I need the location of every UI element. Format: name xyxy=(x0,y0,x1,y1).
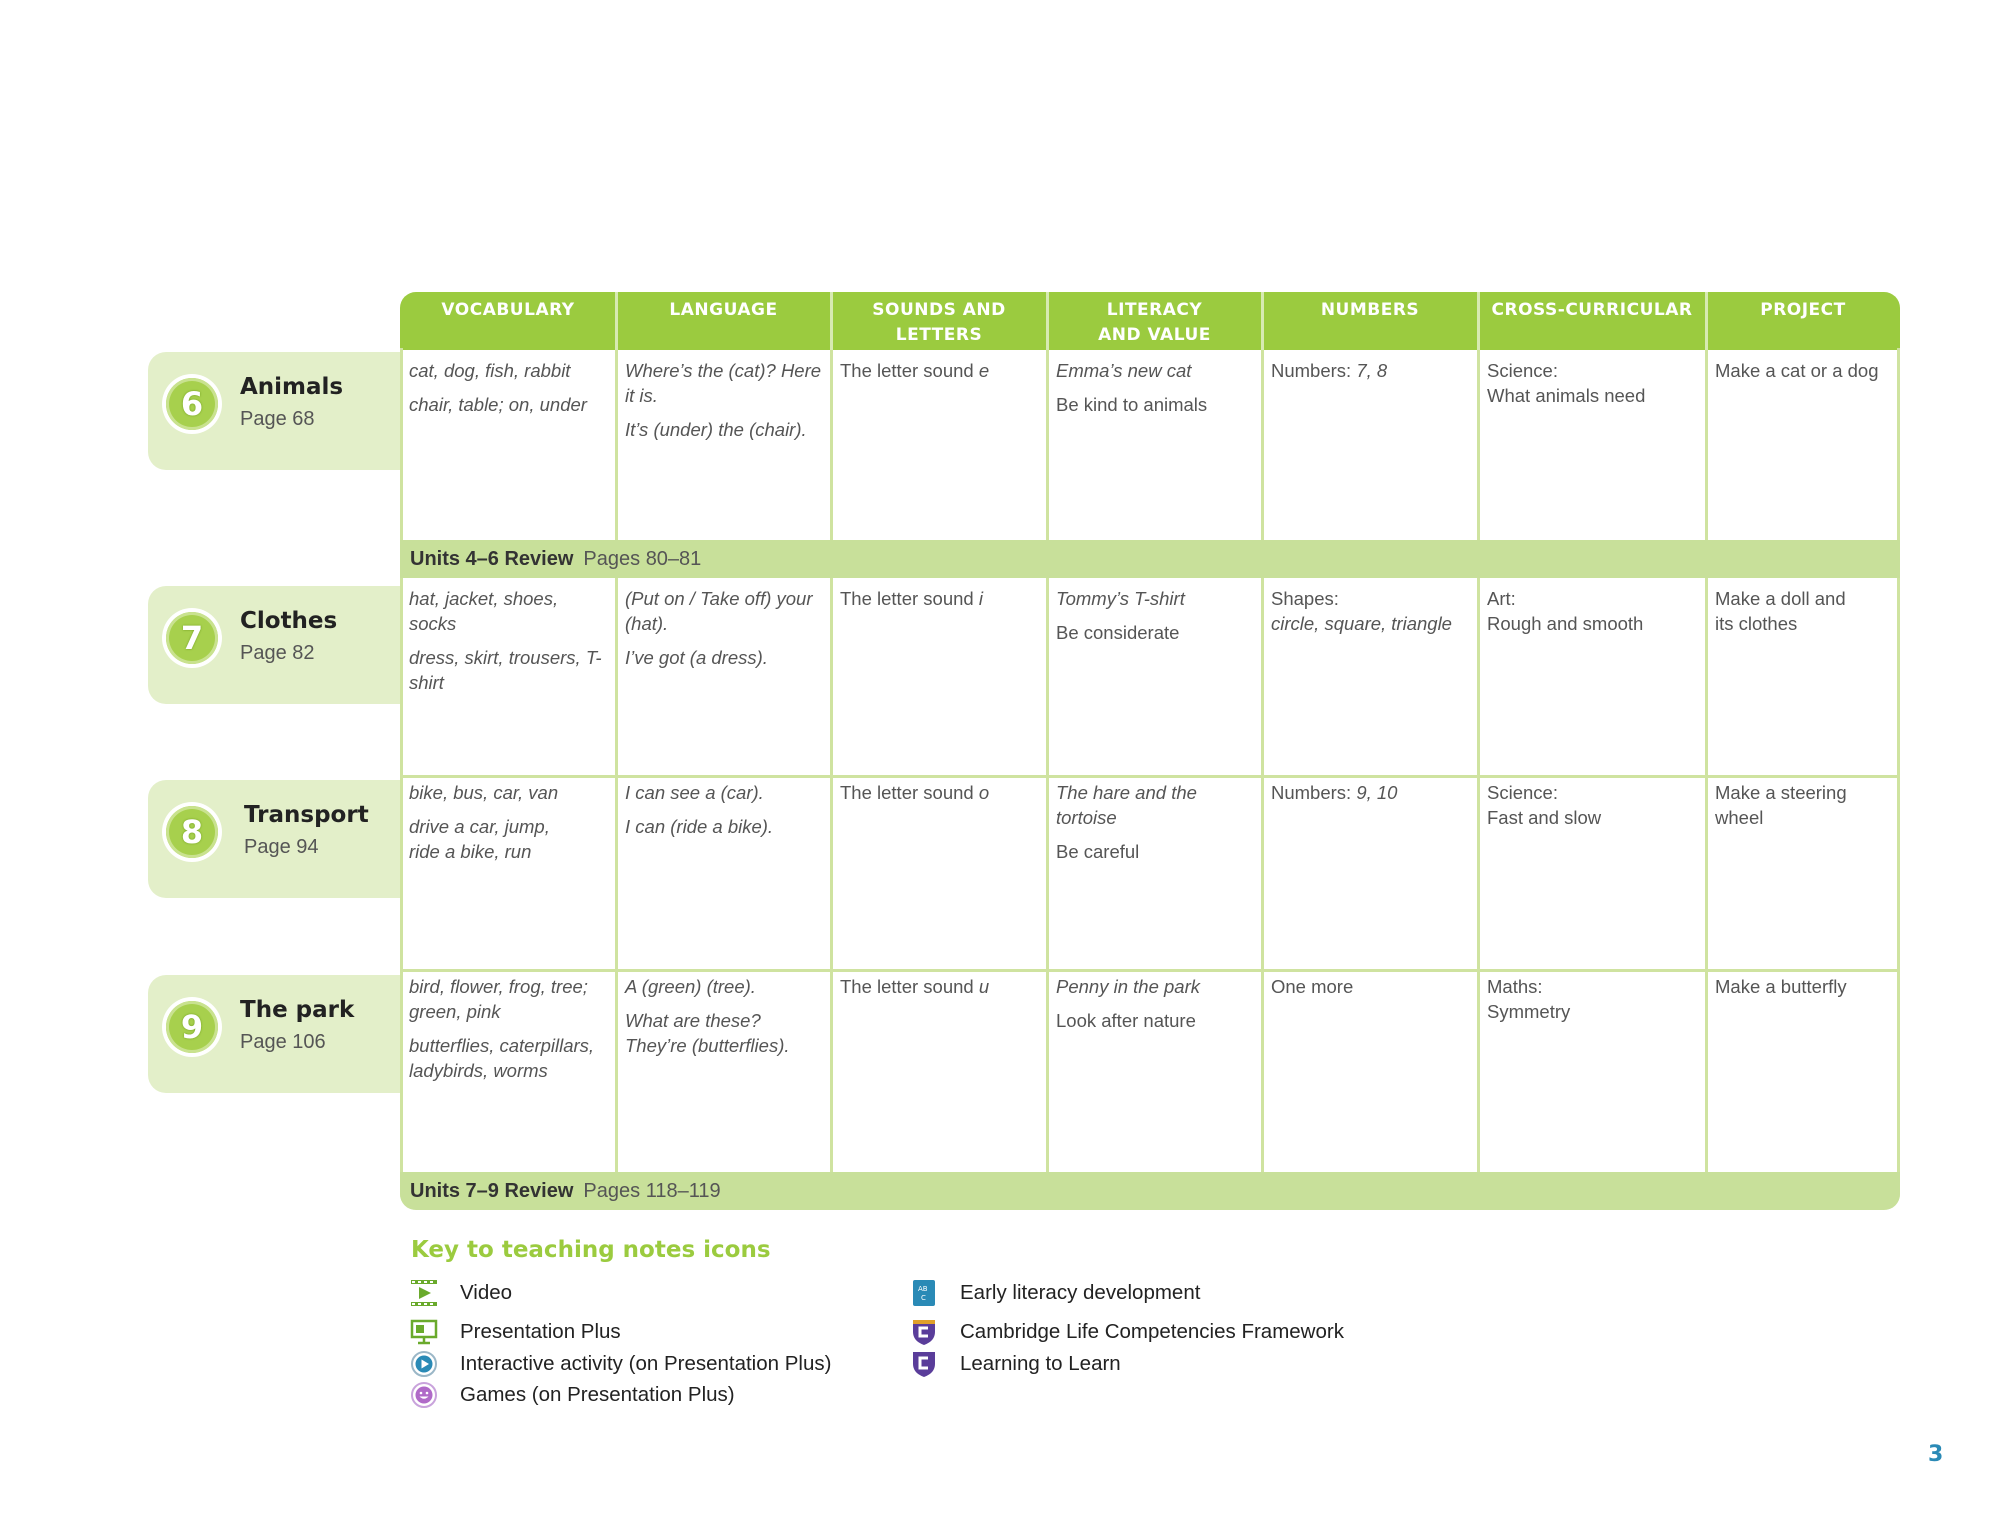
project-cell: Make a cat or a dog xyxy=(1715,360,1879,381)
key-item-presentation-plus: Presentation Plus xyxy=(460,1320,621,1343)
language-cell: Where’s the (cat)? Here it is. It’s (under) the (chair). xyxy=(625,360,822,440)
review-title: Units 4–6 Review xyxy=(410,548,574,570)
literacy-cell: Tommy’s T-shirt Be considerate xyxy=(1056,588,1185,643)
interactive-play-icon xyxy=(410,1350,438,1378)
column-header-literacy: LITERACY AND VALUE xyxy=(1098,300,1211,345)
language-cell: (Put on / Take off) your (hat). I’ve got (a dress). xyxy=(625,588,813,668)
cross-curricular-cell: Maths: Symmetry xyxy=(1487,976,1571,1022)
unit-page: Page 106 xyxy=(240,1031,326,1053)
review-pages: Pages 118–119 xyxy=(583,1180,721,1202)
column-header-sounds: SOUNDS AND LETTERS xyxy=(872,300,1006,345)
vocabulary-cell: bird, flower, frog, tree; green, pink butterflies, caterpillars, ladybirds, worms xyxy=(409,976,595,1081)
cross-curricular-cell: Science: Fast and slow xyxy=(1487,782,1602,828)
numbers-cell: One more xyxy=(1271,976,1354,997)
unit-name: Clothes xyxy=(240,608,338,634)
key-item-interactive-activity: Interactive activity (on Presentation Plus) xyxy=(460,1352,832,1375)
numbers-cell: Numbers: 7, 8 xyxy=(1271,360,1388,381)
unit-tab-6 xyxy=(148,352,400,470)
language-cell: I can see a (car). I can (ride a bike). xyxy=(625,782,774,837)
unit-number-badge: 7 xyxy=(162,608,222,668)
unit-page: Page 68 xyxy=(240,408,315,430)
sounds-cell: The letter sound i xyxy=(840,588,983,609)
vocabulary-cell: hat, jacket, shoes, socks dress, skirt, trousers, T-shirt xyxy=(409,588,602,693)
key-item-games: Games (on Presentation Plus) xyxy=(460,1383,735,1406)
literacy-cell: The hare and the tortoise Be careful xyxy=(1056,782,1197,862)
language-cell: A (green) (tree). What are these? They’re (butterflies). xyxy=(625,976,790,1056)
svg-text:C: C xyxy=(921,1294,926,1302)
sounds-cell: The letter sound e xyxy=(840,360,990,381)
column-header-language: LANGUAGE xyxy=(669,300,778,320)
unit-tab-7 xyxy=(148,586,400,704)
key-item-video: Video xyxy=(460,1281,513,1304)
key-title: Key to teaching notes icons xyxy=(411,1237,771,1263)
abc-book-icon xyxy=(910,1279,938,1307)
review-row xyxy=(400,1172,1900,1210)
review-title: Units 7–9 Review xyxy=(410,1180,574,1202)
syllabus-table xyxy=(400,292,1900,1210)
unit-page: Page 94 xyxy=(244,836,319,858)
numbers-cell: Shapes: circle, square, triangle xyxy=(1271,588,1452,634)
literacy-cell: Emma’s new cat Be kind to animals xyxy=(1056,360,1208,415)
learning-shield-icon xyxy=(910,1350,938,1378)
unit-number-badge: 9 xyxy=(162,997,222,1057)
sounds-cell: The letter sound o xyxy=(840,782,990,803)
column-header-project: PROJECT xyxy=(1760,300,1846,320)
unit-name: Animals xyxy=(240,374,344,400)
unit-tab-8 xyxy=(148,780,400,898)
column-header-numbers: NUMBERS xyxy=(1320,300,1420,320)
unit-name: The park xyxy=(240,997,355,1023)
key-item-learning-to-learn: Learning to Learn xyxy=(960,1352,1121,1375)
key-item-early-literacy: Early literacy development xyxy=(960,1281,1201,1304)
key-item-cambridge-life-competencies: Cambridge Life Competencies Framework xyxy=(960,1320,1344,1343)
column-header-vocabulary: VOCABULARY xyxy=(441,300,575,320)
vocabulary-cell: cat, dog, fish, rabbit chair, table; on, under xyxy=(409,360,587,415)
unit-name: Transport xyxy=(244,802,369,828)
video-icon xyxy=(410,1279,438,1307)
svg-text:AB: AB xyxy=(918,1285,928,1293)
page-number: 3 xyxy=(1928,1442,1944,1467)
review-pages: Pages 80–81 xyxy=(583,548,702,570)
unit-number-badge: 6 xyxy=(162,374,222,434)
unit-number-badge: 8 xyxy=(162,802,222,862)
smiley-icon xyxy=(410,1381,438,1409)
clc-shield-icon xyxy=(910,1318,938,1346)
numbers-cell: Numbers: 9, 10 xyxy=(1271,782,1398,803)
column-header-cross-curricular: CROSS-CURRICULAR xyxy=(1491,300,1693,320)
literacy-cell: Penny in the park Look after nature xyxy=(1056,976,1200,1031)
sounds-cell: The letter sound u xyxy=(840,976,990,997)
unit-page: Page 82 xyxy=(240,642,315,664)
project-cell: Make a butterfly xyxy=(1715,976,1847,997)
project-cell: Make a steering wheel xyxy=(1715,782,1847,828)
unit-tab-9 xyxy=(148,975,400,1093)
cross-curricular-cell: Science: What animals need xyxy=(1487,360,1646,406)
presentation-icon xyxy=(410,1318,438,1346)
project-cell: Make a doll and its clothes xyxy=(1715,588,1846,634)
cross-curricular-cell: Art: Rough and smooth xyxy=(1487,588,1644,634)
vocabulary-cell: bike, bus, car, van drive a car, jump, ride a bike, run xyxy=(409,782,559,862)
review-row xyxy=(400,540,1900,578)
